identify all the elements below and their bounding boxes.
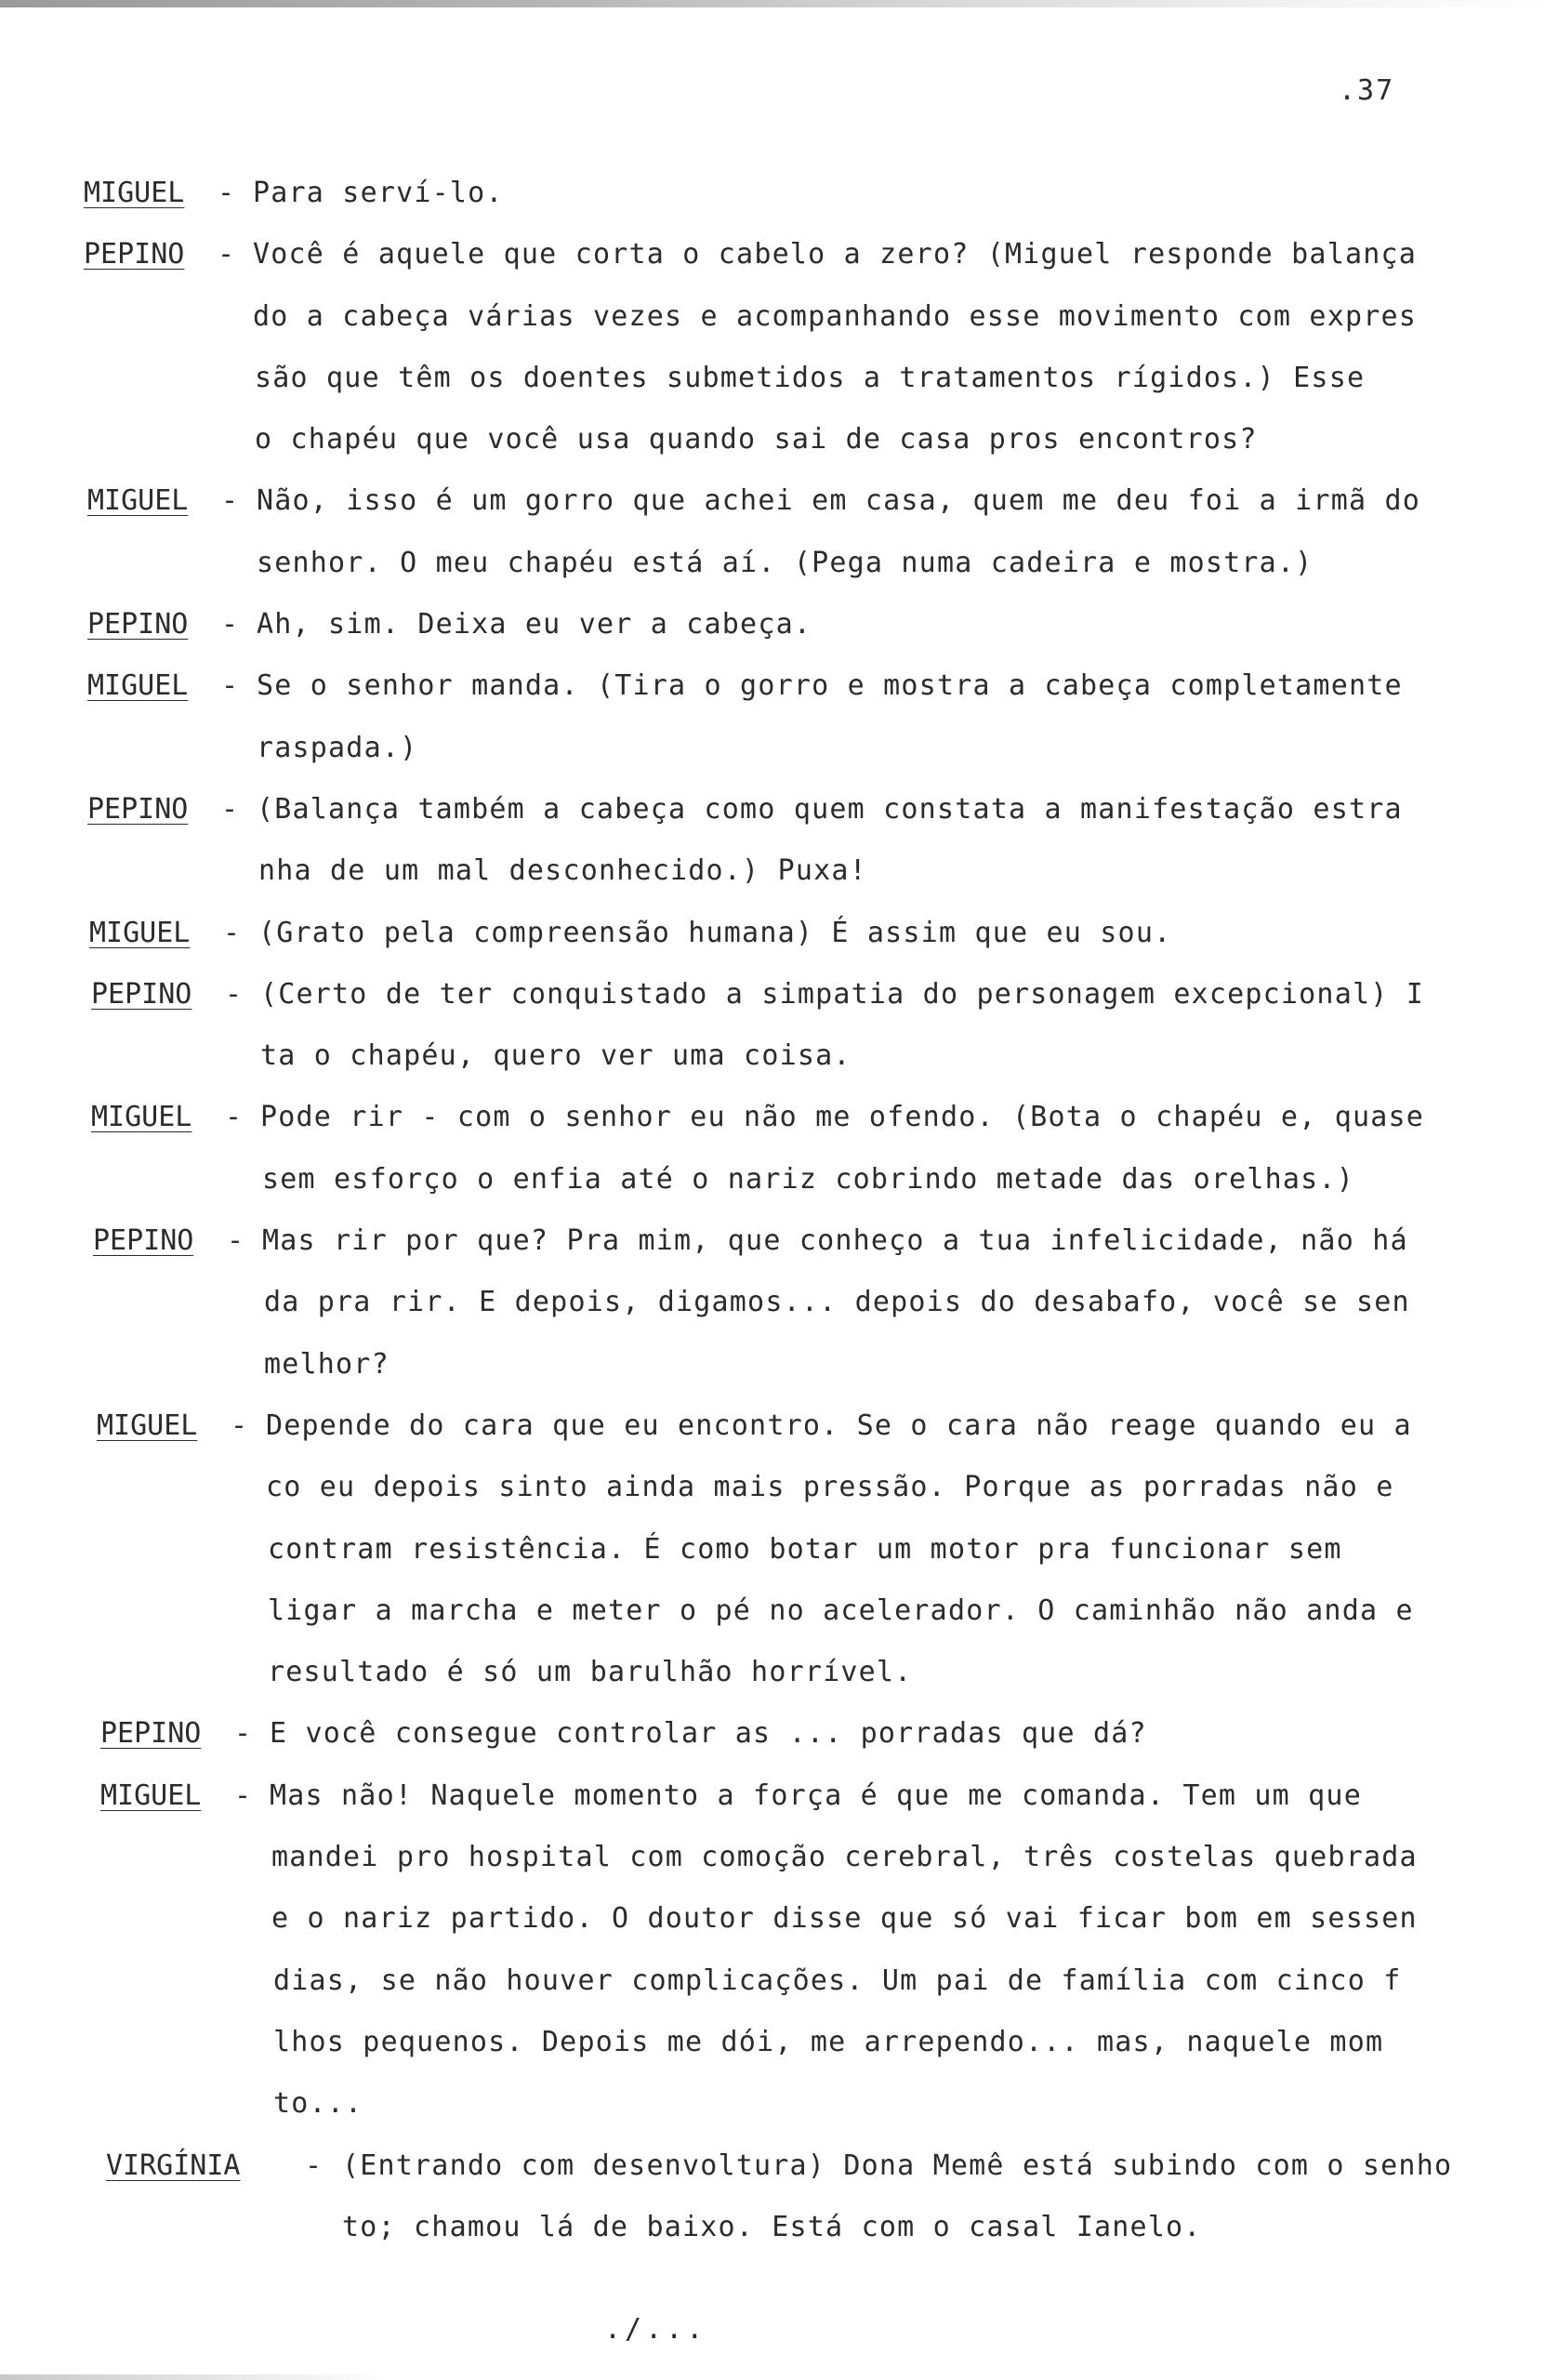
speaker-dash: -: [223, 916, 241, 949]
speaker-name: MIGUEL: [89, 916, 191, 949]
dialogue-line: [0, 915, 1558, 976]
dialogue-text: dias, se não houver complicações. Um pai de família com cinco f: [273, 1964, 1402, 1997]
dialogue-line: [0, 1715, 1558, 1777]
speaker-name: VIRGÍNIA: [106, 2149, 241, 2182]
dialogue-line: [0, 175, 1558, 236]
dialogue-line: [0, 1284, 1558, 1345]
dialogue-line: [0, 2148, 1558, 2209]
dialogue-text: Se o senhor manda. (Tira o gorro e mostra a cabeça completamente: [257, 669, 1403, 703]
dialogue-line: [0, 853, 1558, 914]
speaker-name: PEPINO: [87, 608, 189, 641]
dialogue-text: são que têm os doentes submetidos a tratamentos rígidos.) Esse: [255, 361, 1366, 394]
dialogue-line: [0, 2209, 1558, 2270]
scan-bottom-edge: [0, 2374, 390, 2380]
dialogue-line: [0, 1161, 1558, 1223]
dialogue-text: ta o chapéu, quero ver uma coisa.: [260, 1039, 852, 1073]
speaker-name: MIGUEL: [87, 669, 189, 703]
dialogue-text: mandei pro hospital com comoção cerebral, três costelas quebrada: [271, 1841, 1418, 1874]
dialogue-text: E você consegue controlar as ... porradas que dá?: [270, 1717, 1147, 1751]
speaker-dash: -: [221, 669, 239, 703]
dialogue-text: (Grato pela compreensão humana) É assim que eu sou.: [258, 916, 1172, 949]
speaker-dash: -: [218, 177, 235, 209]
dialogue-line: [0, 360, 1558, 421]
dialogue-text: (Entrando com desenvoltura) Dona Memê está subindo com o senho: [342, 2149, 1453, 2182]
speaker-dash: -: [221, 608, 239, 641]
dialogue-text: melhor?: [264, 1347, 390, 1381]
speaker-name: PEPINO: [87, 792, 189, 826]
speaker-dash: -: [225, 977, 243, 1011]
dialogue-text: to; chamou lá de baixo. Está com o casal Ianelo.: [342, 2210, 1202, 2243]
dialogue-line: [0, 1469, 1558, 1530]
speaker-name: PEPINO: [91, 977, 192, 1011]
dialogue-line: [0, 298, 1558, 360]
dialogue-line: [0, 1593, 1558, 1654]
dialogue-text: co eu depois sinto ainda mais pressão. Porque as porradas não e: [266, 1471, 1394, 1504]
speaker-dash: -: [305, 2149, 323, 2182]
dialogue-text: nha de um mal desconhecido.) Puxa!: [258, 854, 867, 888]
dialogue-text: sem esforço o enfia até o nariz cobrindo metade das orelhas.): [262, 1162, 1354, 1196]
scan-top-edge: [0, 0, 1558, 7]
speaker-name: MIGUEL: [87, 484, 189, 518]
dialogue-text: Mas não! Naquele momento a força é que me comanda. Tem um que: [270, 1778, 1362, 1812]
dialogue-line: [0, 483, 1558, 544]
speaker-name: PEPINO: [84, 238, 185, 271]
dialogue-text: senhor. O meu chapéu está aí. (Pega numa cadeira e mostra.): [257, 546, 1314, 579]
dialogue-block: [0, 175, 1558, 2270]
dialogue-line: [0, 606, 1558, 668]
speaker-dash: -: [225, 1101, 243, 1134]
speaker-dash: -: [227, 1224, 244, 1258]
dialogue-line: [0, 1346, 1558, 1408]
dialogue-line: [0, 421, 1558, 483]
page-number: .37: [1339, 74, 1395, 107]
dialogue-text: da pra rir. E depois, digamos... depois do desabafo, você se sen: [264, 1286, 1410, 1319]
dialogue-line: [0, 791, 1558, 853]
speaker-dash: -: [218, 238, 235, 271]
dialogue-line: [0, 2024, 1558, 2085]
dialogue-line: [0, 545, 1558, 606]
speaker-name: MIGUEL: [91, 1101, 192, 1134]
dialogue-text: Não, isso é um gorro que achei em casa, quem me deu foi a irmã do: [257, 484, 1420, 518]
dialogue-line: [0, 1654, 1558, 1715]
dialogue-line: [0, 730, 1558, 791]
dialogue-line: [0, 2085, 1558, 2147]
dialogue-line: [0, 1778, 1558, 1839]
speaker-dash: -: [221, 792, 239, 826]
dialogue-text: contram resistência. É como botar um motor pra funcionar sem: [268, 1532, 1342, 1566]
dialogue-text: e o nariz partido. O doutor disse que só vai ficar bom em sessen: [271, 1902, 1418, 1936]
dialogue-line: [0, 1900, 1558, 1962]
speaker-dash: -: [221, 484, 239, 518]
speaker-name: PEPINO: [93, 1224, 194, 1258]
dialogue-text: Ah, sim. Deixa eu ver a cabeça.: [257, 608, 812, 641]
dialogue-line: [0, 1099, 1558, 1160]
dialogue-text: Pode rir - com o senhor eu não me ofendo. (Bota o chapéu e, quase: [260, 1101, 1424, 1134]
dialogue-text: o chapéu que você usa quando sai de casa pros encontros?: [255, 423, 1258, 456]
speaker-name: PEPINO: [100, 1717, 202, 1751]
dialogue-text: Você é aquele que corta o cabelo a zero? (Miguel responde balança: [253, 238, 1417, 271]
speaker-dash: -: [234, 1717, 252, 1751]
continuation-mark: ./...: [604, 2313, 707, 2346]
speaker-dash: -: [231, 1408, 248, 1442]
speaker-name: MIGUEL: [84, 177, 185, 209]
dialogue-text: Depende do cara que eu encontro. Se o cara não reage quando eu a: [266, 1408, 1412, 1442]
dialogue-line: [0, 668, 1558, 729]
dialogue-line: [0, 1839, 1558, 1900]
dialogue-text: do a cabeça várias vezes e acompanhando esse movimento com expres: [253, 299, 1417, 333]
dialogue-line: [0, 1038, 1558, 1099]
dialogue-text: lhos pequenos. Depois me dói, me arrependo... mas, naquele mom: [273, 2025, 1384, 2058]
dialogue-line: [0, 1963, 1558, 2024]
dialogue-line: [0, 1223, 1558, 1284]
dialogue-line: [0, 236, 1558, 298]
dialogue-text: (Balança também a cabeça como quem constata a manifestação estra: [257, 792, 1403, 826]
dialogue-text: to...: [273, 2087, 363, 2121]
dialogue-text: Para serví-lo.: [253, 177, 504, 209]
dialogue-text: Mas rir por que? Pra mim, que conheço a tua infelicidade, não há: [262, 1224, 1408, 1258]
dialogue-text: ligar a marcha e meter o pé no acelerador. O caminhão não anda e: [268, 1593, 1414, 1627]
speaker-name: MIGUEL: [100, 1778, 202, 1812]
dialogue-text: resultado é só um barulhão horrível.: [268, 1656, 913, 1689]
speaker-dash: -: [234, 1778, 252, 1812]
dialogue-line: [0, 976, 1558, 1038]
dialogue-line: [0, 1531, 1558, 1593]
dialogue-line: [0, 1408, 1558, 1469]
speaker-name: MIGUEL: [97, 1408, 198, 1442]
dialogue-text: raspada.): [257, 731, 418, 764]
dialogue-text: (Certo de ter conquistado a simpatia do personagem excepcional) I: [260, 977, 1424, 1011]
